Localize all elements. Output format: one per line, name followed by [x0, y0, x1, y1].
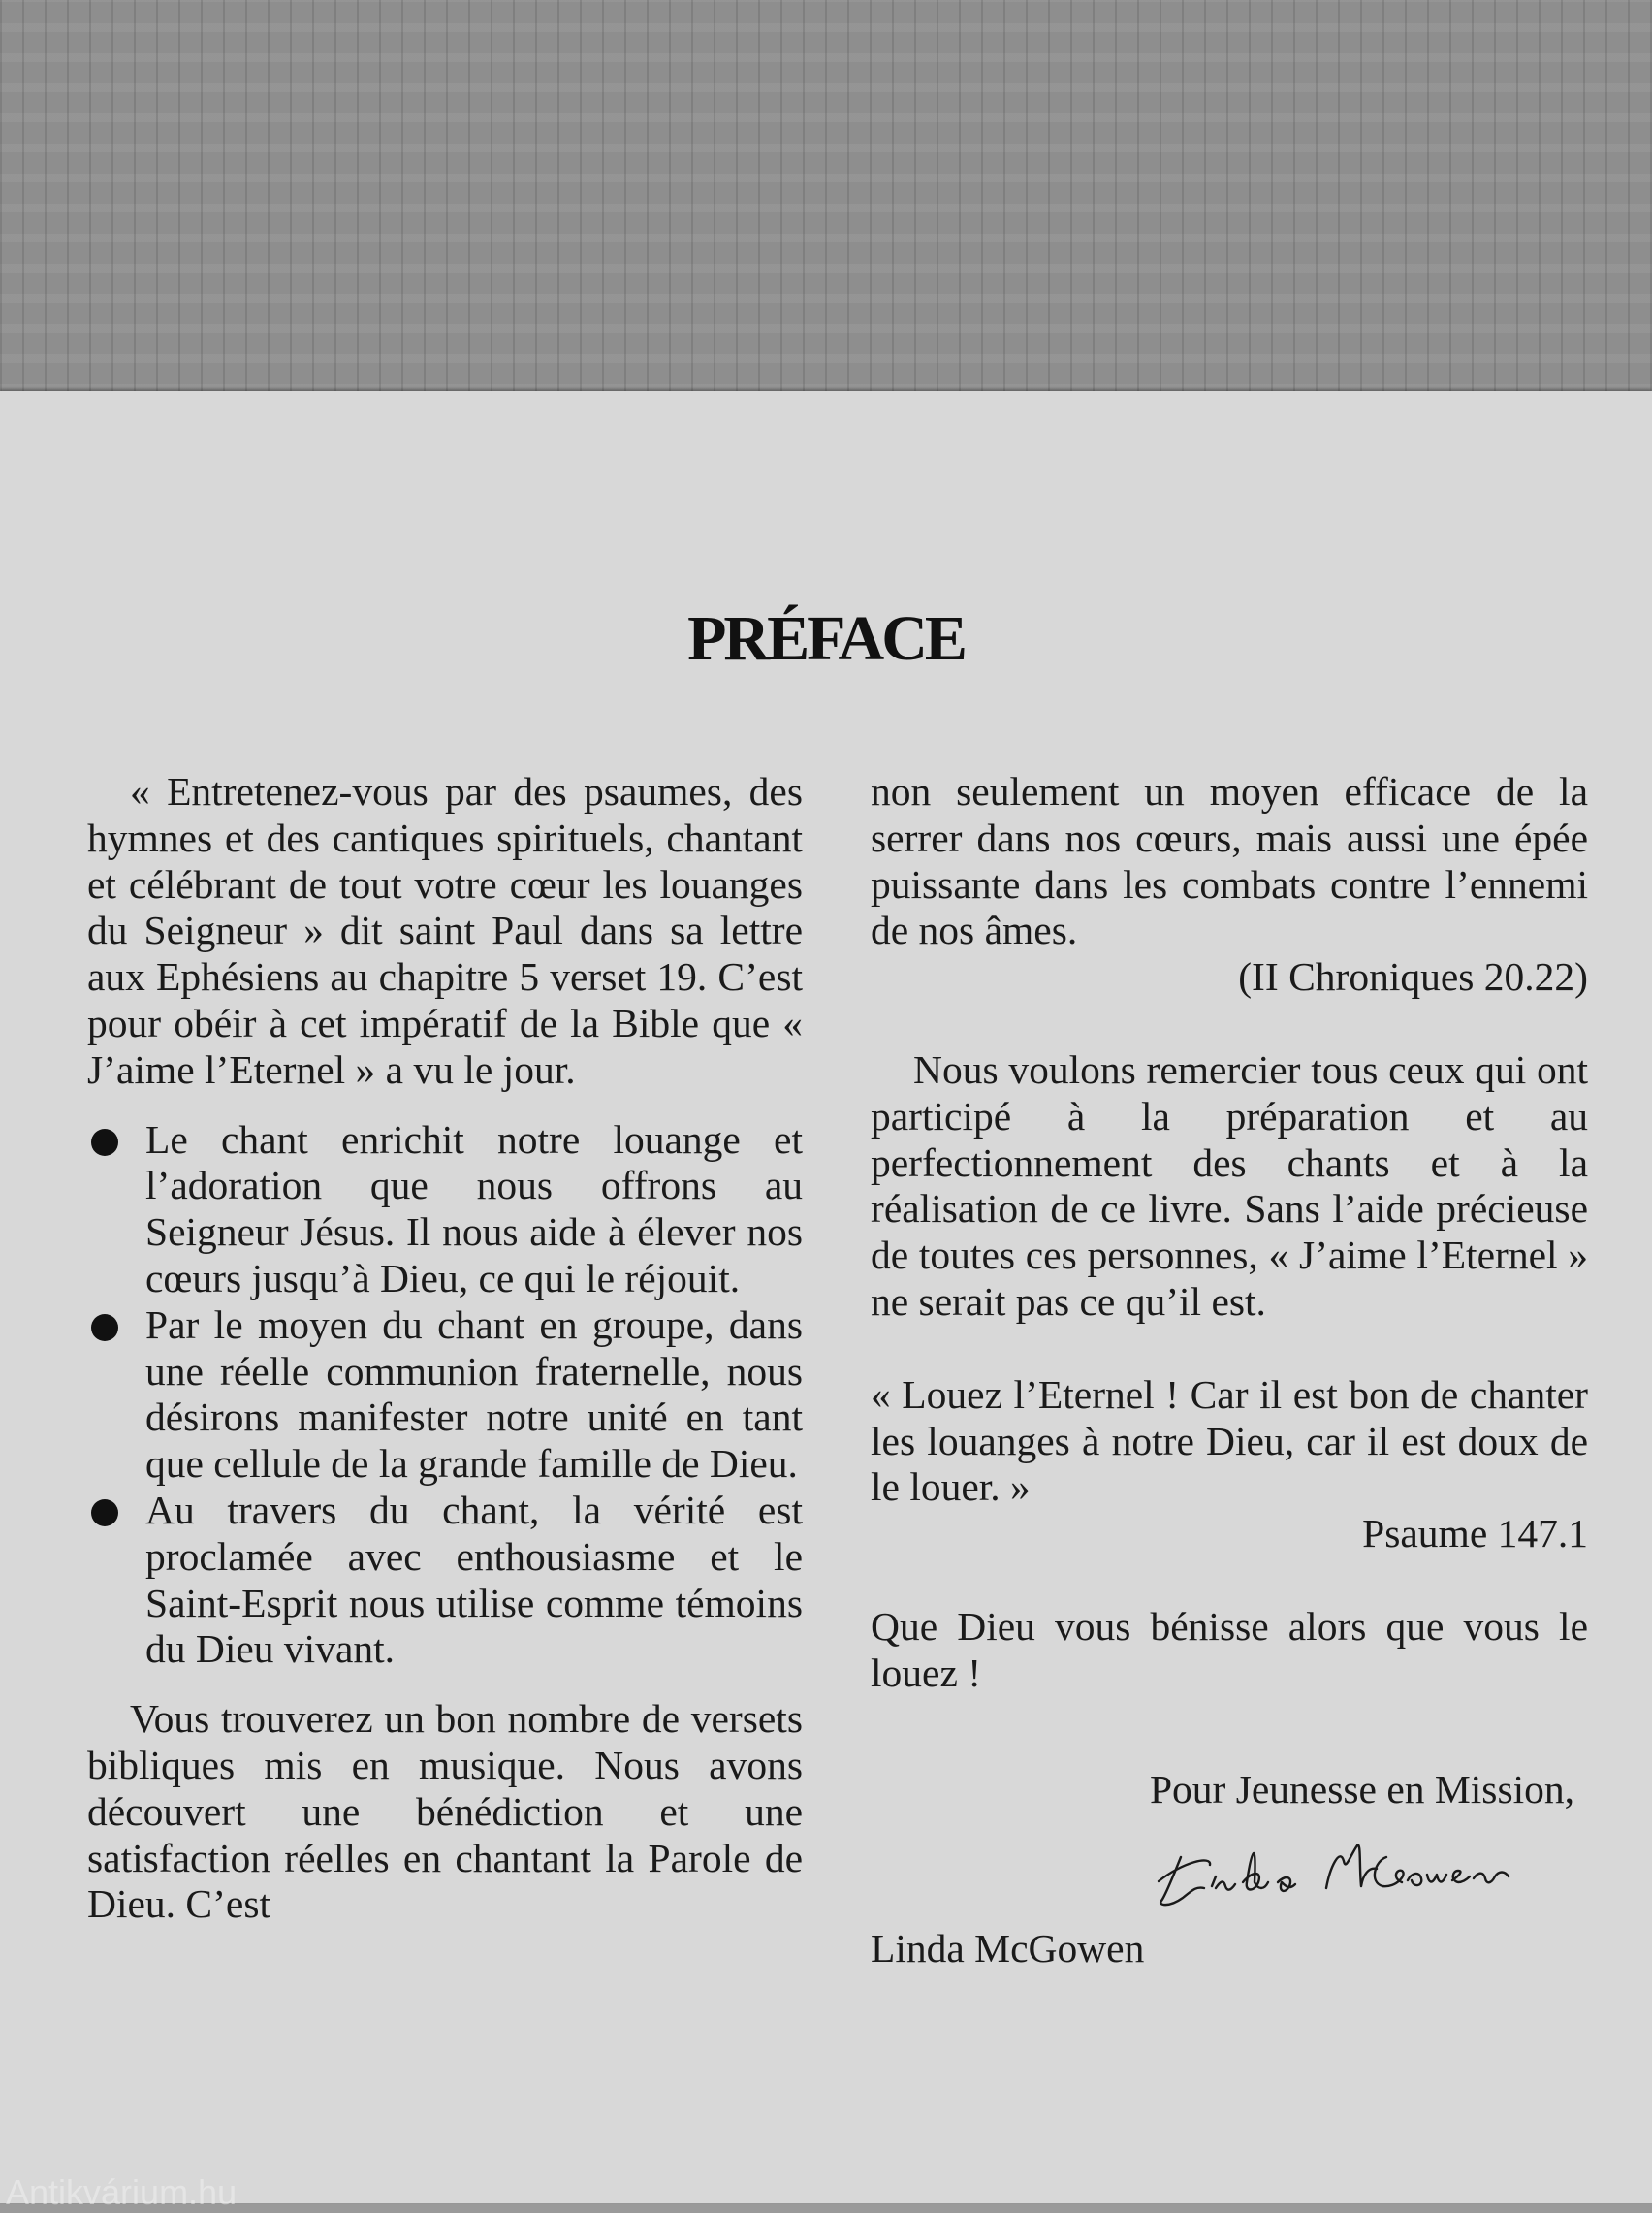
- bullet-dot-icon: [91, 1129, 118, 1156]
- left-column: [87, 769, 803, 1928]
- intro-paragraph: « Entretenez-vous par des psaumes, des hymnes et des cantiques spirituels, chantant et célébrant de tout votre cœur les louanges du Seigneur » dit saint Paul dans sa lettre aux Ephésiens au chapitre 5 verset 19. C’est pour obéir à cet impératif de la Bible que « J’aime l’Eternel » a vu le jour.: [87, 769, 803, 1092]
- bullet-item: [87, 1302, 803, 1488]
- handwritten-signature-icon: [1154, 1828, 1580, 1915]
- bullet-text: Par le moyen du chant en groupe, dans une réelle communion fraternelle, nous désirons manifester notre unité en tant que cellule de la grande famille de Dieu.: [145, 1301, 803, 1487]
- blessing-paragraph: Que Dieu vous bénisse alors que vous le louez !: [871, 1603, 1588, 1695]
- thanks-paragraph: Nous voulons remercier tous ceux qui ont participé à la préparation et au perfectionnement des chants et à la réalisation de ce livre. Sans l’aide précieuse de toutes ces personnes, « J’aime l’Eternel » ne serait pas ce qu’il est.: [871, 1046, 1588, 1324]
- signature: [871, 1828, 1588, 1926]
- spacer: [871, 1326, 1588, 1372]
- quote-paragraph: « Louez l’Eternel ! Car il est bon de chanter les louanges à notre Dieu, car il est doux de le louer. »: [871, 1371, 1588, 1510]
- spacer: [871, 1557, 1588, 1604]
- closing-paragraph: Vous trouverez un bon nombre de versets bibliques mis en musique. Nous avons découvert une bénédiction et une satisfaction réelles en chantant la Parole de Dieu. C’est: [87, 1696, 803, 1927]
- bullet-dot-icon: [91, 1499, 118, 1526]
- spacer: [87, 1673, 803, 1696]
- page-title: PRÉFACE: [687, 603, 965, 674]
- spacer: [871, 1744, 1588, 1767]
- psalm-reference: Psaume 147.1: [1362, 1511, 1588, 1556]
- preface-page: [0, 391, 1652, 2212]
- bullet-item: [87, 1488, 803, 1673]
- bullet-dot-icon: [91, 1314, 118, 1341]
- watermark: Antikvárium.hu: [6, 2172, 238, 2212]
- sign-off: Pour Jeunesse en Mission,: [1149, 1766, 1574, 1812]
- spacer: [871, 1697, 1588, 1744]
- background-surface: [0, 0, 1652, 393]
- scripture-reference: (II Chroniques 20.22): [1238, 954, 1588, 1000]
- bullet-list: [87, 1117, 803, 1674]
- signer-name: Linda McGowen: [871, 1926, 1145, 1972]
- bullet-text: Le chant enrichit notre louange et l’adoration que nous offrons au Seigneur Jésus. Il nous aide à élever nos cœurs jusqu’à Dieu, ce qui le réjouit.: [145, 1116, 803, 1300]
- spacer: [871, 1001, 1588, 1047]
- right-column: [871, 769, 1588, 1972]
- bullet-item: [87, 1117, 803, 1302]
- bullet-text: Au travers du chant, la vérité est proclamée avec enthousiasme et le Saint-Esprit nous utilise comme témoins du Dieu vivant.: [145, 1487, 803, 1672]
- continuation-paragraph: non seulement un moyen efficace de la serrer dans nos cœurs, mais aussi une épée puissante dans les combats contre l’ennemi de nos âmes.: [871, 769, 1588, 953]
- spacer: [87, 1094, 803, 1117]
